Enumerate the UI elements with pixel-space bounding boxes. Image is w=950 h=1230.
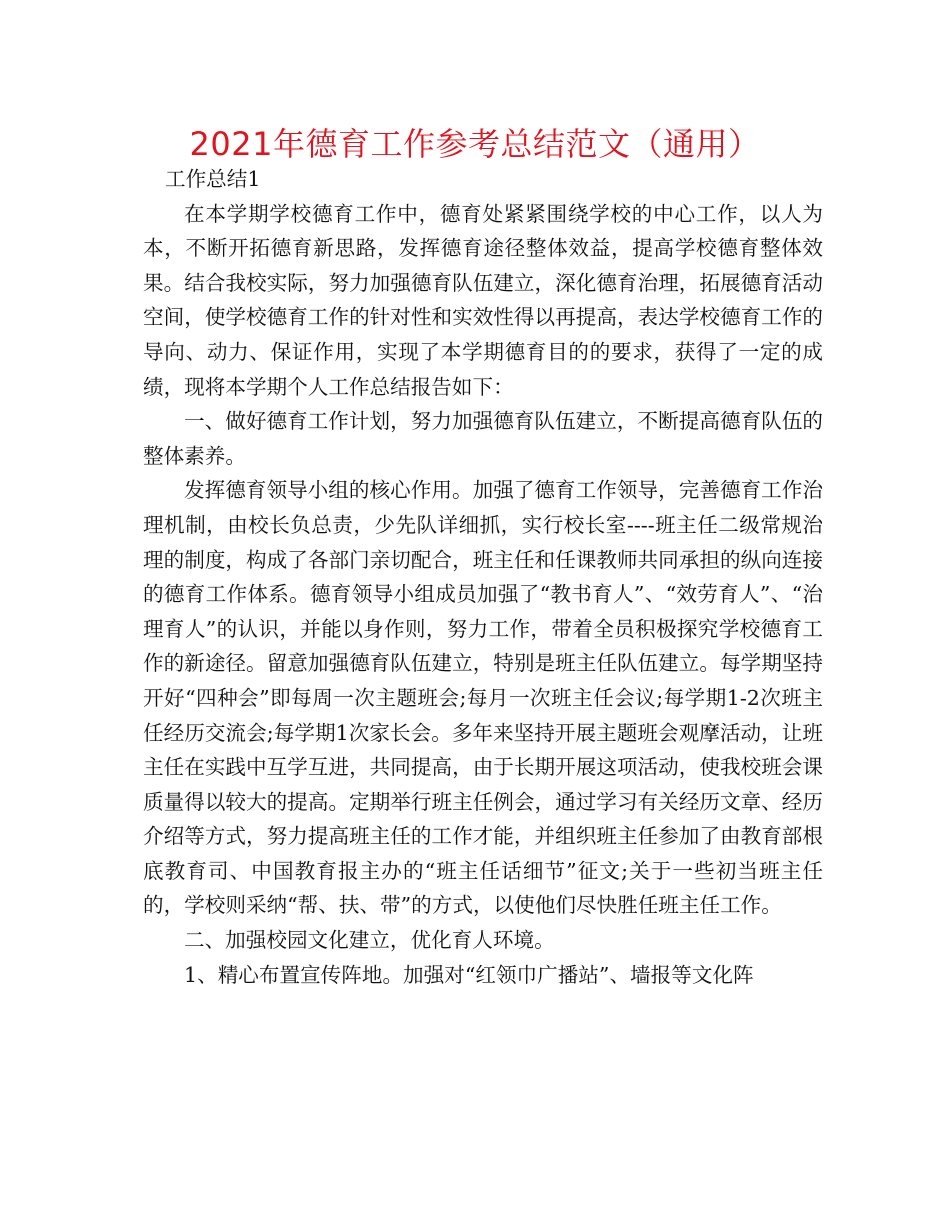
section-subtitle: 工作总结1 [165, 167, 261, 191]
paragraph-intro: 在本学期学校德育工作中，德育处紧紧围绕学校的中心工作，以人为本，不断开拓德育新思路，发挥德育途径整体效益，提高学校德育整体效果。结合我校实际，努力加强德育队伍建立，深化德育治理，拓展德育活动空间，使学校德育工作的针对性和实效性得以再提高，表达学校德育工作的导向、动力、保证作用，实现了本学期德育目的的要求，获得了一定的成绩，现将本学期个人工作总结报告如下： [143, 201, 823, 399]
paragraph-section-two-item-one: 1、精心布置宣传阵地。加强对“红领巾广播站”、墙报等文化阵 [184, 962, 754, 987]
paragraph-section-two-heading: 二、加强校园文化建立，优化育人环境。 [184, 928, 555, 953]
document-title: 2021年德育工作参考总结范文（通用） [189, 125, 761, 163]
paragraph-section-one-heading: 一、做好德育工作计划，努力加强德育队伍建立，不断提高德育队伍的整体素养。 [143, 409, 823, 468]
paragraph-section-one-body: 发挥德育领导小组的核心作用。加强了德育工作领导，完善德育工作治理机制，由校长负总责，少先队详细抓，实行校长室----班主任二级常规治理的制度，构成了各部门亲切配合，班主任和任课教师共同承担的纵向连接的德育工作体系。德育领导小组成员加强了“教书育人”、“效劳育人”、“治理育人”的认识，并能以身作则，努力工作，带着全员积极探究学校德育工作的新途径。留意加强德育队伍建立，特别是班主任队伍建立。每学期坚持开好“四种会”即每周一次主题班会;每月一次班主任会议;每学期1-2次班主任经历交流会;每学期1次家长会。多年来坚持开展主题班会观摩活动，让班主任在实践中互学互进，共同提高，由于长期开展这项活动，使我校班会课质量得以较大的提高。定期举行班主任例会，通过学习有关经历文章、经历介绍等方式，努力提高班主任的工作才能，并组织班主任参加了由教育部根底教育司、中国教育报主办的“班主任话细节”征文;关于一些初当班主任的，学校则采纳“帮、扶、带”的方式，以使他们尽快胜任班主任工作。 [143, 478, 823, 918]
document-body [143, 162, 823, 992]
